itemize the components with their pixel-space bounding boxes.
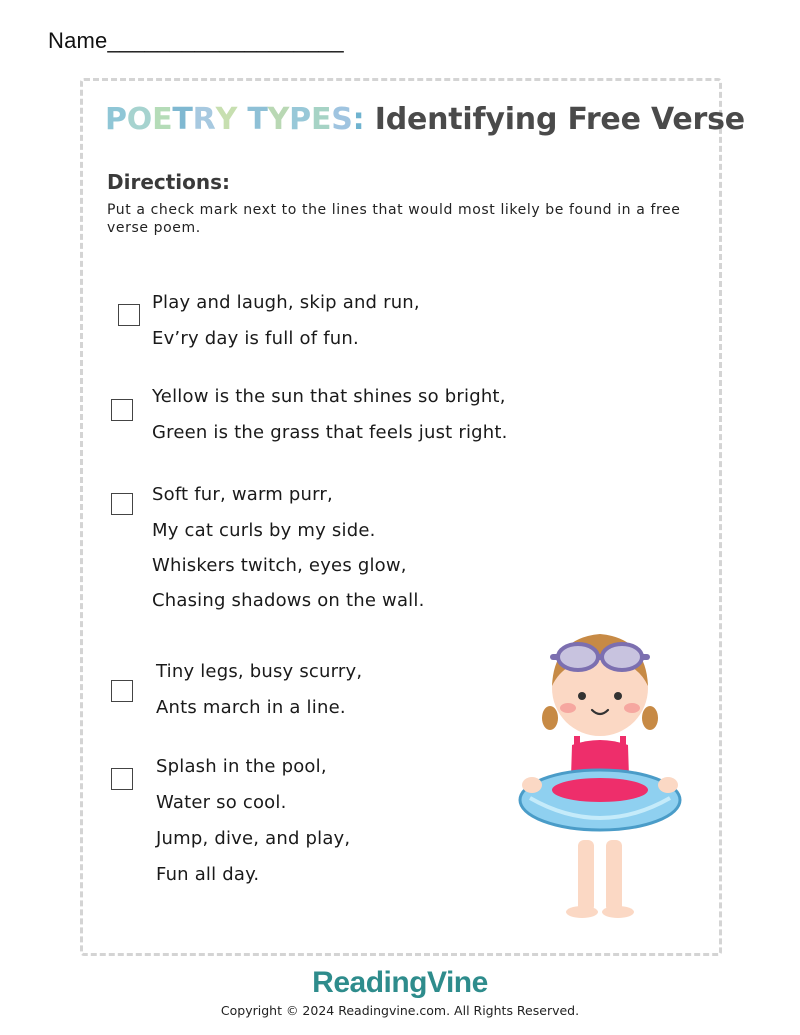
- poem-line: My cat curls by my side.: [152, 520, 376, 541]
- title-letter: O: [126, 102, 153, 137]
- girl-with-swim-ring-illustration: [510, 610, 690, 930]
- title-letter: T: [172, 102, 193, 137]
- directions-heading: Directions:: [107, 170, 231, 194]
- poem-line: Tiny legs, busy scurry,: [156, 661, 363, 682]
- poem-line: Chasing shadows on the wall.: [152, 590, 425, 611]
- poem-line: Ev’ry day is full of fun.: [152, 328, 359, 349]
- title-poetry-types: [105, 102, 364, 137]
- title-letter: :: [352, 102, 365, 137]
- poem-line: Jump, dive, and play,: [156, 828, 351, 849]
- checkbox-item-3[interactable]: [111, 493, 133, 515]
- title-letter: E: [152, 102, 173, 137]
- checkbox-item-5[interactable]: [111, 768, 133, 790]
- title-rest: Identifying Free Verse: [364, 102, 745, 137]
- title-letter: Y: [267, 102, 290, 137]
- poem-line: Water so cool.: [156, 792, 287, 813]
- copyright-text: Copyright © 2024 Readingvine.com. All Rights Reserved.: [220, 1003, 580, 1018]
- worksheet-title: [105, 102, 745, 137]
- title-letter: R: [192, 102, 216, 137]
- poem-line: Splash in the pool,: [156, 756, 327, 777]
- title-letter: S: [331, 102, 353, 137]
- poem-line: Green is the grass that feels just right.: [152, 422, 508, 443]
- title-letter: E: [310, 102, 332, 137]
- checkbox-item-4[interactable]: [111, 680, 133, 702]
- poem-line: Soft fur, warm purr,: [152, 484, 333, 505]
- poem-line: Whiskers twitch, eyes glow,: [152, 555, 407, 576]
- title-letter: Y: [215, 102, 238, 137]
- poem-line: Yellow is the sun that shines so bright,: [152, 386, 506, 407]
- poem-line: Ants march in a line.: [156, 697, 346, 718]
- checkbox-item-2[interactable]: [111, 399, 133, 421]
- poem-line: Play and laugh, skip and run,: [152, 292, 420, 313]
- title-letter: P: [105, 102, 127, 137]
- title-letter: T: [247, 102, 268, 137]
- title-letter: [237, 102, 247, 137]
- brand-logo: ReadingVine: [312, 966, 488, 999]
- title-letter: P: [289, 102, 311, 137]
- name-field-label: Name___________________: [48, 28, 344, 53]
- poem-line: Fun all day.: [156, 864, 260, 885]
- directions-text: Put a check mark next to the lines that would most likely be found in a free verse poem.: [107, 202, 681, 236]
- checkbox-item-1[interactable]: [118, 304, 140, 326]
